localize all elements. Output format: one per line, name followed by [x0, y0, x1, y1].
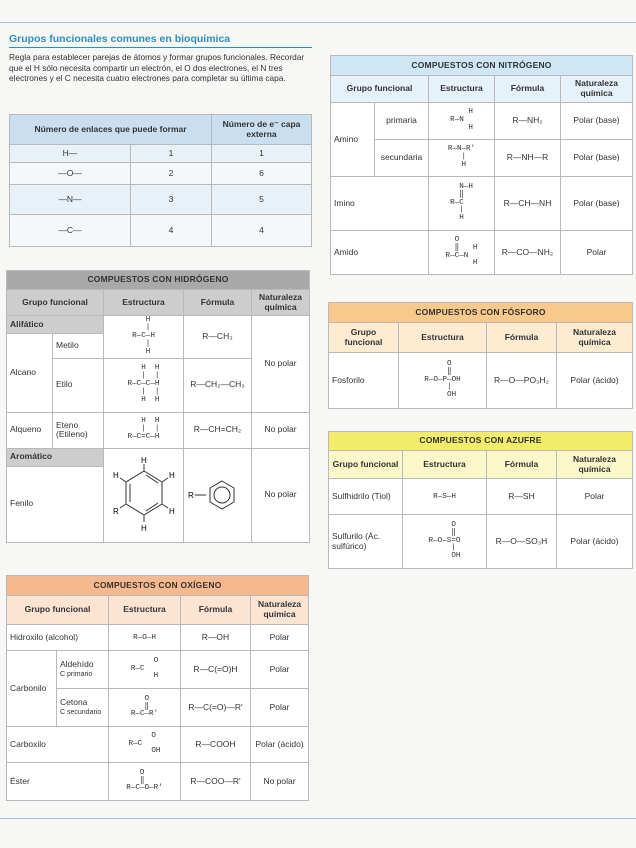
col-header: Estructura: [429, 76, 495, 103]
col-header: Fórmula: [181, 596, 251, 625]
formula: R—SH: [487, 479, 557, 515]
fosforo-title: COMPUESTOS CON FÓSFORO: [329, 303, 633, 323]
col-header: Estructura: [104, 290, 184, 316]
nature: Polar (base): [561, 140, 633, 177]
group-name: Carbonilo: [7, 651, 57, 727]
enlaces-header-2: Número de e⁻ capa externa: [212, 115, 312, 145]
oxigeno-table: [6, 575, 308, 801]
group-name: Amido: [331, 231, 429, 275]
structure: R—N—R' | H: [447, 145, 476, 169]
subgroup-name: Aldehído: [60, 658, 94, 669]
formula: R—O—SO₃H: [487, 515, 557, 569]
col-header: Fórmula: [487, 451, 557, 479]
electron-count: 5: [212, 185, 312, 215]
structure: R—O—H: [133, 634, 156, 643]
bottom-rule: [0, 818, 636, 819]
formula: R—NH₂: [495, 103, 561, 140]
col-header: Grupo funcional: [7, 596, 109, 625]
atom-label: R: [187, 491, 194, 501]
table-row: [7, 763, 309, 801]
subgroup-name: primaria: [375, 103, 429, 140]
structure: O ‖ R—C—R': [130, 694, 159, 719]
nature: Polar (base): [561, 177, 633, 231]
formula: R—NH—R: [495, 140, 561, 177]
formula: R—CH—NH: [495, 177, 561, 231]
subgroup-name: secundaria: [375, 140, 429, 177]
col-header: Estructura: [109, 596, 181, 625]
table-row: [7, 651, 309, 689]
intro-text: Regla para establecer parejas de átomos y formar grupos funcionales. Recordar que el H sólo necesita compartir un electrón, el O dos electrones, el N tres electrones y el C necesita cuatro electrones para completar su última capa.: [9, 52, 305, 83]
benzene-structure: [105, 455, 183, 535]
enlaces-table: [9, 114, 311, 247]
structure: H R—N H: [450, 108, 473, 132]
group-name: Fenilo: [7, 466, 104, 542]
structure: O ‖ R—C—O—R': [126, 768, 163, 793]
atom-label: H: [168, 471, 175, 481]
table-row: [7, 625, 309, 651]
group-name: Amino: [331, 103, 375, 177]
table-row: [331, 103, 633, 140]
bond-count: 1: [131, 145, 212, 163]
nature: Polar: [251, 651, 309, 689]
table-row: [10, 215, 312, 247]
formula: R—O—PO₃H₂: [487, 353, 557, 409]
table-row: [10, 185, 312, 215]
table-row: [10, 163, 312, 185]
atom-label: H: [140, 456, 147, 466]
formula: R—OH: [181, 625, 251, 651]
table-row: [329, 353, 633, 409]
col-header: Grupo funcional: [7, 290, 104, 316]
structure: O ‖ R—O—P—OH | OH: [424, 359, 461, 400]
nature: No polar: [251, 763, 309, 801]
subgroup-name: Etilo: [53, 358, 104, 412]
hidrogeno-title: COMPUESTOS CON HIDRÓGENO: [7, 271, 310, 290]
bond-count: 2: [131, 163, 212, 185]
col-header: Naturaleza química: [557, 451, 633, 479]
group-name: Alqueno: [7, 412, 53, 448]
col-header: Naturaleza química: [252, 290, 310, 316]
category-label: Alifático: [7, 316, 104, 334]
table-row: [329, 479, 633, 515]
col-header: Naturaleza química: [557, 323, 633, 353]
structure: O ‖ R—O—S=O | OH: [428, 520, 461, 561]
nitrogeno-title: COMPUESTOS CON NITRÓGENO: [331, 56, 633, 76]
phenyl-formula: [186, 475, 250, 515]
atom-symbol: —N—: [10, 185, 131, 215]
electron-count: 4: [212, 215, 312, 247]
structure: O R—C H: [130, 656, 159, 681]
nature: Polar (ácido): [557, 353, 633, 409]
nitrogeno-table: [330, 55, 632, 275]
subgroup-name: Cetona: [60, 696, 88, 707]
structure: H | R—C—H | H: [132, 316, 155, 356]
group-name: Éster: [7, 763, 109, 801]
structure: N—H ‖ R—C | H: [450, 182, 473, 223]
col-header: Naturaleza química: [251, 596, 309, 625]
atom-label: H: [168, 507, 175, 517]
formula: R—COO—R': [181, 763, 251, 801]
structure: R—S—H: [433, 493, 456, 502]
group-name: Alcano: [7, 334, 53, 413]
nature: No polar: [252, 412, 310, 448]
table-row: [331, 231, 633, 275]
nature: Polar: [251, 689, 309, 727]
enlaces-header-1: Número de enlaces que puede formar: [10, 115, 212, 145]
group-name: Fosforilo: [329, 353, 399, 409]
col-header: Estructura: [399, 323, 487, 353]
category-label: Aromático: [7, 448, 104, 466]
col-header: Fórmula: [495, 76, 561, 103]
azufre-title: COMPUESTOS CON AZUFRE: [329, 432, 633, 451]
atom-label: R: [112, 507, 119, 517]
azufre-table: [328, 431, 632, 569]
atom-label: H: [112, 471, 119, 481]
group-name: Sulfhidrilo (Tiol): [329, 479, 403, 515]
subgroup-name: Eteno (Etileno): [53, 412, 104, 448]
col-header: Grupo funcional: [329, 323, 399, 353]
structure: H H | | R—C=C—H: [127, 417, 160, 442]
subgroup-note: C primario: [60, 671, 93, 679]
formula: R—C(=O)H: [181, 651, 251, 689]
formula: R—COOH: [181, 727, 251, 763]
group-name: Sulfurilo (Ác. sulfúrico): [329, 515, 403, 569]
bond-count: 3: [131, 185, 212, 215]
group-name: Imino: [331, 177, 429, 231]
table-row: [10, 145, 312, 163]
group-name: Hidroxilo (alcohol): [7, 625, 109, 651]
col-header: Fórmula: [184, 290, 252, 316]
formula: R—CO—NH₂: [495, 231, 561, 275]
atom-symbol: —C—: [10, 215, 131, 247]
oxigeno-title: COMPUESTOS CON OXÍGENO: [7, 576, 309, 596]
nature: Polar (base): [561, 103, 633, 140]
bond-count: 4: [131, 215, 212, 247]
col-header: Estructura: [403, 451, 487, 479]
structure: O ‖ H R—C—N H: [445, 235, 478, 268]
formula: R—CH₃: [184, 316, 252, 359]
atom-symbol: H—: [10, 145, 131, 163]
nature: No polar: [252, 448, 310, 542]
formula: R—CH₂—CH₃: [184, 358, 252, 412]
electron-count: 1: [212, 145, 312, 163]
nature: Polar: [251, 625, 309, 651]
col-header: Fórmula: [487, 323, 557, 353]
hidrogeno-table: [6, 270, 309, 543]
atom-symbol: —O—: [10, 163, 131, 185]
formula: R—CH=CH₂: [184, 412, 252, 448]
subgroup-note: C secundario: [60, 709, 102, 717]
formula: R—C(=O)—R': [181, 689, 251, 727]
nature: No polar: [252, 316, 310, 413]
electron-count: 6: [212, 163, 312, 185]
col-header: Naturaleza química: [561, 76, 633, 103]
atom-label: H: [140, 524, 147, 534]
table-row: [7, 727, 309, 763]
nature: Polar: [561, 231, 633, 275]
structure: O R—C OH: [128, 731, 161, 756]
top-rule: [0, 22, 636, 23]
nature: Polar (ácido): [557, 515, 633, 569]
table-row: [331, 177, 633, 231]
group-name: Carboxilo: [7, 727, 109, 763]
col-header: Grupo funcional: [331, 76, 429, 103]
table-row: [7, 412, 310, 448]
fosforo-table: [328, 302, 632, 409]
col-header: Grupo funcional: [329, 451, 403, 479]
structure: H H | | R—C—C—H | | H H: [127, 364, 160, 405]
table-row: [331, 140, 633, 177]
nature: Polar (ácido): [251, 727, 309, 763]
subgroup-name: Metilo: [53, 334, 104, 359]
page-title: Grupos funcionales comunes en bioquímica: [9, 33, 231, 45]
nature: Polar: [557, 479, 633, 515]
table-row: [329, 515, 633, 569]
title-underline: [9, 47, 312, 48]
